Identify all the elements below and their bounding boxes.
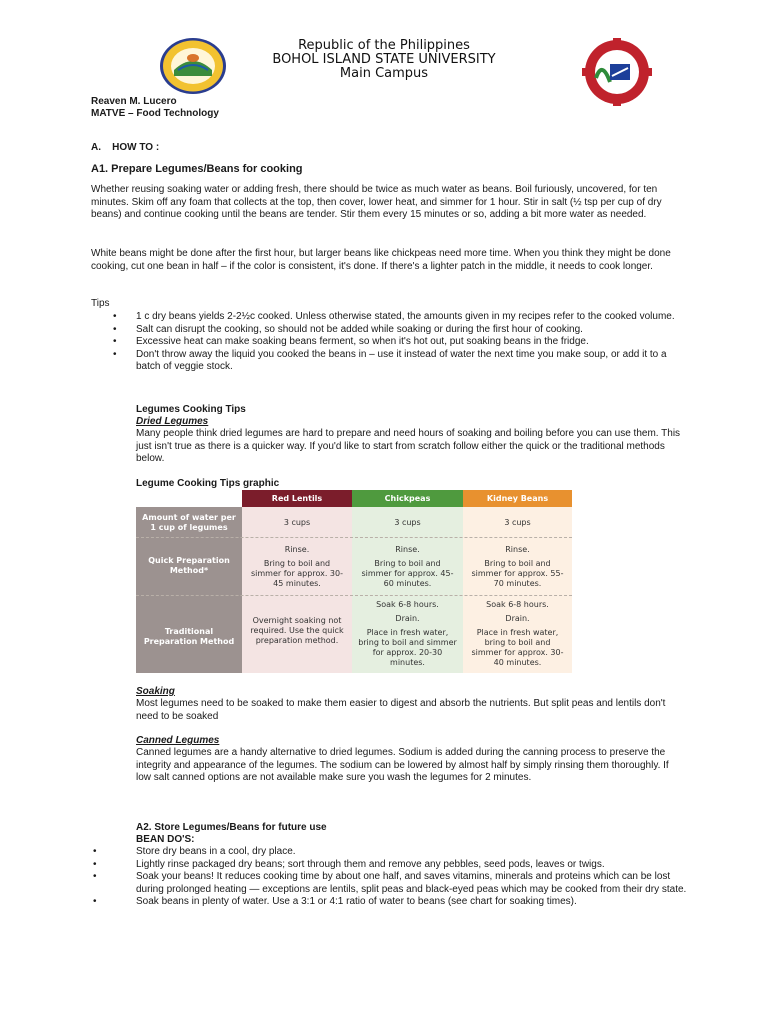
tips-label: Tips: [91, 298, 110, 309]
author-name: Reaven M. Lucero: [91, 96, 177, 107]
row-label-water: Amount of water per 1 cup of legumes: [142, 513, 236, 532]
header-chickpeas: Chickpeas: [352, 490, 463, 507]
list-item: • Soak beans in plenty of water. Use a 3:1 or 4:1 ratio of water to beans (see chart for soaking times).: [91, 896, 691, 909]
header-red-lentils: Red Lentils: [242, 490, 352, 507]
soaking-title: Soaking: [136, 686, 175, 697]
list-item: • Soak your beans! It reduces cooking time by about one half, and saves vitamins, minerals and proteins which can be lost during prolonged heating — exceptions are lentils, split peas and black-eyed peas which may be cooked from their dry state.: [91, 871, 691, 896]
header-university: BOHOL ISLAND STATE UNIVERSITY: [272, 52, 496, 67]
soak-chickpeas: Soak 6-8 hours.: [376, 600, 439, 609]
bean-dos-label: BEAN DO'S:: [136, 834, 195, 845]
quick-chickpeas: Bring to boil and simmer for approx. 45-60 minutes.: [361, 559, 454, 588]
list-item: • Don't throw away the liquid you cooked the beans in – use it instead of water the next time you make soup, or add it to a batch of veggie stock.: [91, 349, 689, 374]
row-label-quick: Quick Preparation Method*: [148, 556, 230, 575]
water-chickpeas: 3 cups: [394, 518, 421, 527]
drain-chickpeas: Drain.: [395, 614, 420, 623]
header-republic: Republic of the Philippines: [298, 38, 470, 53]
legume-cooking-table: [136, 490, 572, 673]
author-program: MATVE – Food Technology: [91, 108, 219, 119]
place-kidney-beans: Place in fresh water, bring to boil and simmer for approx. 30-40 minutes.: [471, 628, 564, 667]
soak-kidney-beans: Soak 6-8 hours.: [486, 600, 549, 609]
water-kidney-beans: 3 cups: [504, 518, 531, 527]
list-item: • 1 c dry beans yields 2-2½c cooked. Unless otherwise stated, the amounts given in my recipes refer to the cooked volume.: [91, 311, 689, 324]
graphic-title: Legume Cooking Tips graphic: [136, 478, 280, 489]
a1-paragraph-1: Whether reusing soaking water or adding fresh, there should be twice as much water as beans. Boil furiously, uncovered, for ten minutes. Skim off any foam that collects at the top, then cover, lower heat, and simmer for 1 hour. Stir in salt (½ tsp per cup of dry beans) and continue cooking until the beans are tender. Stir them every 15 minutes or so, adding a bit more water as needed.: [91, 184, 662, 220]
header-kidney-beans: Kidney Beans: [463, 490, 572, 507]
dried-legumes-title: Dried Legumes: [136, 416, 209, 427]
a1-heading: A1. Prepare Legumes/Beans for cooking: [91, 163, 303, 175]
a2-heading: A2. Store Legumes/Beans for future use: [136, 822, 327, 833]
a1-paragraph-2: White beans might be done after the first hour, but larger beans like chickpeas need more time. When you think they might be done cooking, cut one bean in half – if the color is consistent, it's done. If there's a lighter patch in the middle, it needs to cook longer.: [91, 248, 671, 272]
bean-dos-list: [91, 846, 691, 909]
quick-kidney-beans: Bring to boil and simmer for approx. 55-70 minutes.: [471, 559, 564, 588]
row-divider: [136, 537, 572, 538]
soaking-text: Most legumes need to be soaked to make them easier to digest and absorb the nutrients. But split peas and lentils don't need to be soaked: [136, 698, 666, 722]
water-red-lentils: 3 cups: [283, 518, 311, 527]
cooking-tips-title: Legumes Cooking Tips: [136, 404, 246, 415]
section-a-heading: A. HOW TO :: [91, 142, 160, 153]
row-divider: [136, 595, 572, 596]
list-item: • Salt can disrupt the cooking, so should not be added while soaking or during the first hour of cooking.: [91, 324, 689, 337]
quick-rinse-red-lentils: Rinse.: [284, 545, 310, 554]
place-chickpeas: Place in fresh water, bring to boil and simmer for approx. 20-30 minutes.: [358, 628, 457, 667]
list-item: • Store dry beans in a cool, dry place.: [91, 846, 691, 859]
drain-kidney-beans: Drain.: [505, 614, 530, 623]
quick-red-lentils: Bring to boil and simmer for approx. 30-45 minutes.: [251, 559, 343, 588]
dried-legumes-text: Many people think dried legumes are hard to prepare and need hours of soaking and boiling before you can use them. This just isn't true as there is a quicker way. If you'd like to start from scratch follow either the quick or the traditional methods below.: [136, 428, 681, 464]
header-campus: Main Campus: [339, 66, 429, 81]
quick-rinse-chickpeas: Rinse.: [395, 545, 420, 554]
list-item: • Excessive heat can make soaking beans ferment, so when it's hot out, put soaking beans in the fridge.: [91, 336, 689, 349]
traditional-red-lentils: Overnight soaking not required. Use the quick preparation method.: [250, 616, 344, 645]
quick-rinse-kidney-beans: Rinse.: [505, 545, 530, 554]
row-label-traditional: Traditional Preparation Method: [143, 627, 235, 646]
canned-legumes-title: Canned Legumes: [136, 735, 220, 746]
tips-list: [91, 311, 689, 374]
canned-legumes-text: Canned legumes are a handy alternative to dried legumes. Sodium is added during the canning process to preserve the integrity and appearance of the legumes. The sodium can be lowered by almost half by simply rinsing them thoroughly. If low salt canned options are not available make sure you wash the legumes for 2 minutes.: [136, 747, 669, 783]
list-item: • Lightly rinse packaged dry beans; sort through them and remove any pebbles, seed pods, leaves or twigs.: [91, 859, 691, 872]
red-lentils-column: [242, 507, 352, 673]
